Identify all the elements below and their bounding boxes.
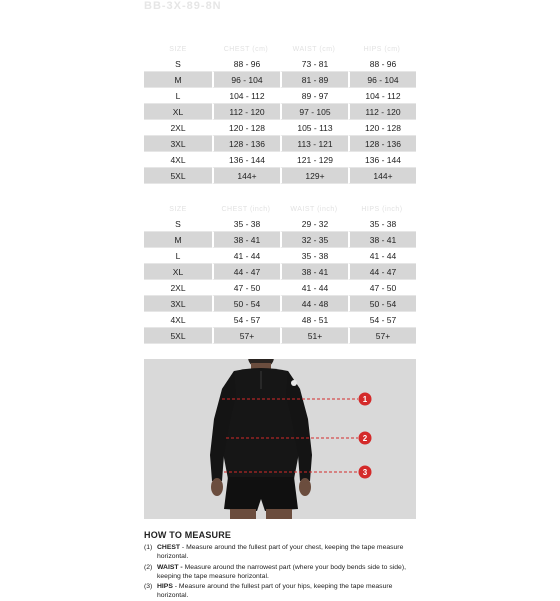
table-row bbox=[144, 296, 416, 312]
measurement-figure bbox=[144, 359, 416, 519]
header-hips: HIPS (cm) bbox=[363, 45, 401, 53]
cell-hips: 50 - 54 bbox=[348, 296, 416, 312]
cell-waist: 44 - 48 bbox=[280, 296, 348, 312]
cell-size: 3XL bbox=[144, 136, 212, 152]
marker-2 bbox=[359, 432, 372, 445]
header-size: SIZE bbox=[169, 45, 187, 53]
item-text: Measure around the fullest part of your chest, keeping the tape measure horizontal. bbox=[157, 544, 404, 561]
header-size: SIZE bbox=[169, 205, 187, 213]
item-text: Measure around the narrowest part (where your body bends side to side), keeping the tape measure horizontal. bbox=[157, 563, 406, 580]
list-item bbox=[144, 543, 416, 561]
cell-hips: 120 - 128 bbox=[348, 120, 416, 136]
cell-hips: 57+ bbox=[348, 328, 416, 344]
cell-waist: 97 - 105 bbox=[280, 104, 348, 120]
cell-hips: 44 - 47 bbox=[348, 264, 416, 280]
cell-size: 5XL bbox=[144, 168, 212, 184]
cell-hips: 136 - 144 bbox=[348, 152, 416, 168]
cell-chest: 144+ bbox=[212, 168, 280, 184]
cell-waist: 113 - 121 bbox=[280, 136, 348, 152]
cell-chest: 120 - 128 bbox=[212, 120, 280, 136]
cell-hips: 47 - 50 bbox=[348, 280, 416, 296]
cell-chest: 44 - 47 bbox=[212, 264, 280, 280]
item-term: CHEST bbox=[157, 544, 181, 552]
cell-chest: 47 - 50 bbox=[212, 280, 280, 296]
cell-size: L bbox=[144, 248, 212, 264]
table-header-row bbox=[144, 202, 416, 216]
cell-chest: 54 - 57 bbox=[212, 312, 280, 328]
cell-chest: 41 - 44 bbox=[212, 248, 280, 264]
cell-hips: 41 - 44 bbox=[348, 248, 416, 264]
cell-hips: 88 - 96 bbox=[348, 56, 416, 72]
size-table-cm bbox=[144, 42, 416, 184]
cell-size: XL bbox=[144, 264, 212, 280]
cell-waist: 121 - 129 bbox=[280, 152, 348, 168]
how-to-measure-title: HOW TO MEASURE bbox=[144, 530, 232, 540]
table-row bbox=[144, 232, 416, 248]
cell-chest: 112 - 120 bbox=[212, 104, 280, 120]
header-waist: WAIST (inch) bbox=[290, 205, 338, 213]
cell-hips: 144+ bbox=[348, 168, 416, 184]
faded-header-text: BB-3X-89-8N bbox=[144, 0, 222, 12]
list-item bbox=[144, 563, 416, 581]
cell-hips: 128 - 136 bbox=[348, 136, 416, 152]
item-term: HIPS bbox=[157, 583, 173, 591]
cell-size: 4XL bbox=[144, 312, 212, 328]
cell-hips: 104 - 112 bbox=[348, 88, 416, 104]
table-row bbox=[144, 280, 416, 296]
cell-hips: 54 - 57 bbox=[348, 312, 416, 328]
item-term: WAIST - bbox=[157, 563, 183, 571]
model-silhouette bbox=[210, 359, 312, 519]
cell-size: 2XL bbox=[144, 120, 212, 136]
cell-hips: 35 - 38 bbox=[348, 216, 416, 232]
cell-chest: 35 - 38 bbox=[212, 216, 280, 232]
item-separator: - bbox=[180, 544, 187, 552]
cell-waist: 48 - 51 bbox=[280, 312, 348, 328]
cell-size: S bbox=[144, 216, 212, 232]
header-chest: CHEST (inch) bbox=[221, 205, 271, 213]
item-text: Measure around the fullest part of your hips, keeping the tape measure horizontal. bbox=[157, 583, 393, 600]
cell-size: M bbox=[144, 232, 212, 248]
marker-3 bbox=[359, 466, 372, 479]
marker-1 bbox=[359, 393, 372, 406]
table-header-row bbox=[144, 42, 416, 56]
table-row bbox=[144, 104, 416, 120]
cell-chest: 38 - 41 bbox=[212, 232, 280, 248]
cell-hips: 96 - 104 bbox=[348, 72, 416, 88]
cell-waist: 38 - 41 bbox=[280, 264, 348, 280]
cell-size: L bbox=[144, 88, 212, 104]
how-to-measure-section bbox=[144, 531, 416, 601]
item-separator: - bbox=[172, 583, 179, 591]
header-chest: CHEST (cm) bbox=[223, 45, 269, 53]
cell-waist: 32 - 35 bbox=[280, 232, 348, 248]
list-item bbox=[144, 582, 416, 600]
item-number: (3) bbox=[144, 583, 153, 591]
cell-chest: 128 - 136 bbox=[212, 136, 280, 152]
item-number: (1) bbox=[144, 544, 153, 552]
cell-chest: 136 - 144 bbox=[212, 152, 280, 168]
cell-waist: 105 - 113 bbox=[280, 120, 348, 136]
header-waist: WAIST (cm) bbox=[292, 45, 336, 53]
cell-size: S bbox=[144, 56, 212, 72]
table-row bbox=[144, 328, 416, 344]
table-row bbox=[144, 264, 416, 280]
table-row bbox=[144, 136, 416, 152]
table-row bbox=[144, 216, 416, 232]
measurement-illustration bbox=[144, 359, 416, 519]
cell-waist: 73 - 81 bbox=[280, 56, 348, 72]
cell-waist: 89 - 97 bbox=[280, 88, 348, 104]
cell-chest: 88 - 96 bbox=[212, 56, 280, 72]
cell-waist: 51+ bbox=[280, 328, 348, 344]
marker-2-label: 2 bbox=[362, 434, 368, 443]
cell-hips: 112 - 120 bbox=[348, 104, 416, 120]
cell-size: 4XL bbox=[144, 152, 212, 168]
how-to-measure-list bbox=[144, 543, 416, 600]
cell-size: 2XL bbox=[144, 280, 212, 296]
cell-waist: 29 - 32 bbox=[280, 216, 348, 232]
table-row bbox=[144, 56, 416, 72]
cell-size: 5XL bbox=[144, 328, 212, 344]
header-hips: HIPS (inch) bbox=[361, 205, 403, 213]
item-number: (2) bbox=[144, 563, 153, 571]
table-row bbox=[144, 152, 416, 168]
cell-chest: 50 - 54 bbox=[212, 296, 280, 312]
cell-waist: 81 - 89 bbox=[280, 72, 348, 88]
size-table-inch bbox=[144, 202, 416, 344]
cell-chest: 96 - 104 bbox=[212, 72, 280, 88]
marker-3-label: 3 bbox=[362, 468, 368, 477]
cell-chest: 104 - 112 bbox=[212, 88, 280, 104]
table-row bbox=[144, 72, 416, 88]
table-row bbox=[144, 120, 416, 136]
cell-size: XL bbox=[144, 104, 212, 120]
cell-waist: 41 - 44 bbox=[280, 280, 348, 296]
table-row bbox=[144, 88, 416, 104]
table-row bbox=[144, 168, 416, 184]
cell-waist: 35 - 38 bbox=[280, 248, 348, 264]
cell-waist: 129+ bbox=[280, 168, 348, 184]
cell-size: M bbox=[144, 72, 212, 88]
table-row bbox=[144, 312, 416, 328]
table-row bbox=[144, 248, 416, 264]
cell-hips: 38 - 41 bbox=[348, 232, 416, 248]
cell-chest: 57+ bbox=[212, 328, 280, 344]
marker-1-label: 1 bbox=[362, 395, 368, 404]
cell-size: 3XL bbox=[144, 296, 212, 312]
